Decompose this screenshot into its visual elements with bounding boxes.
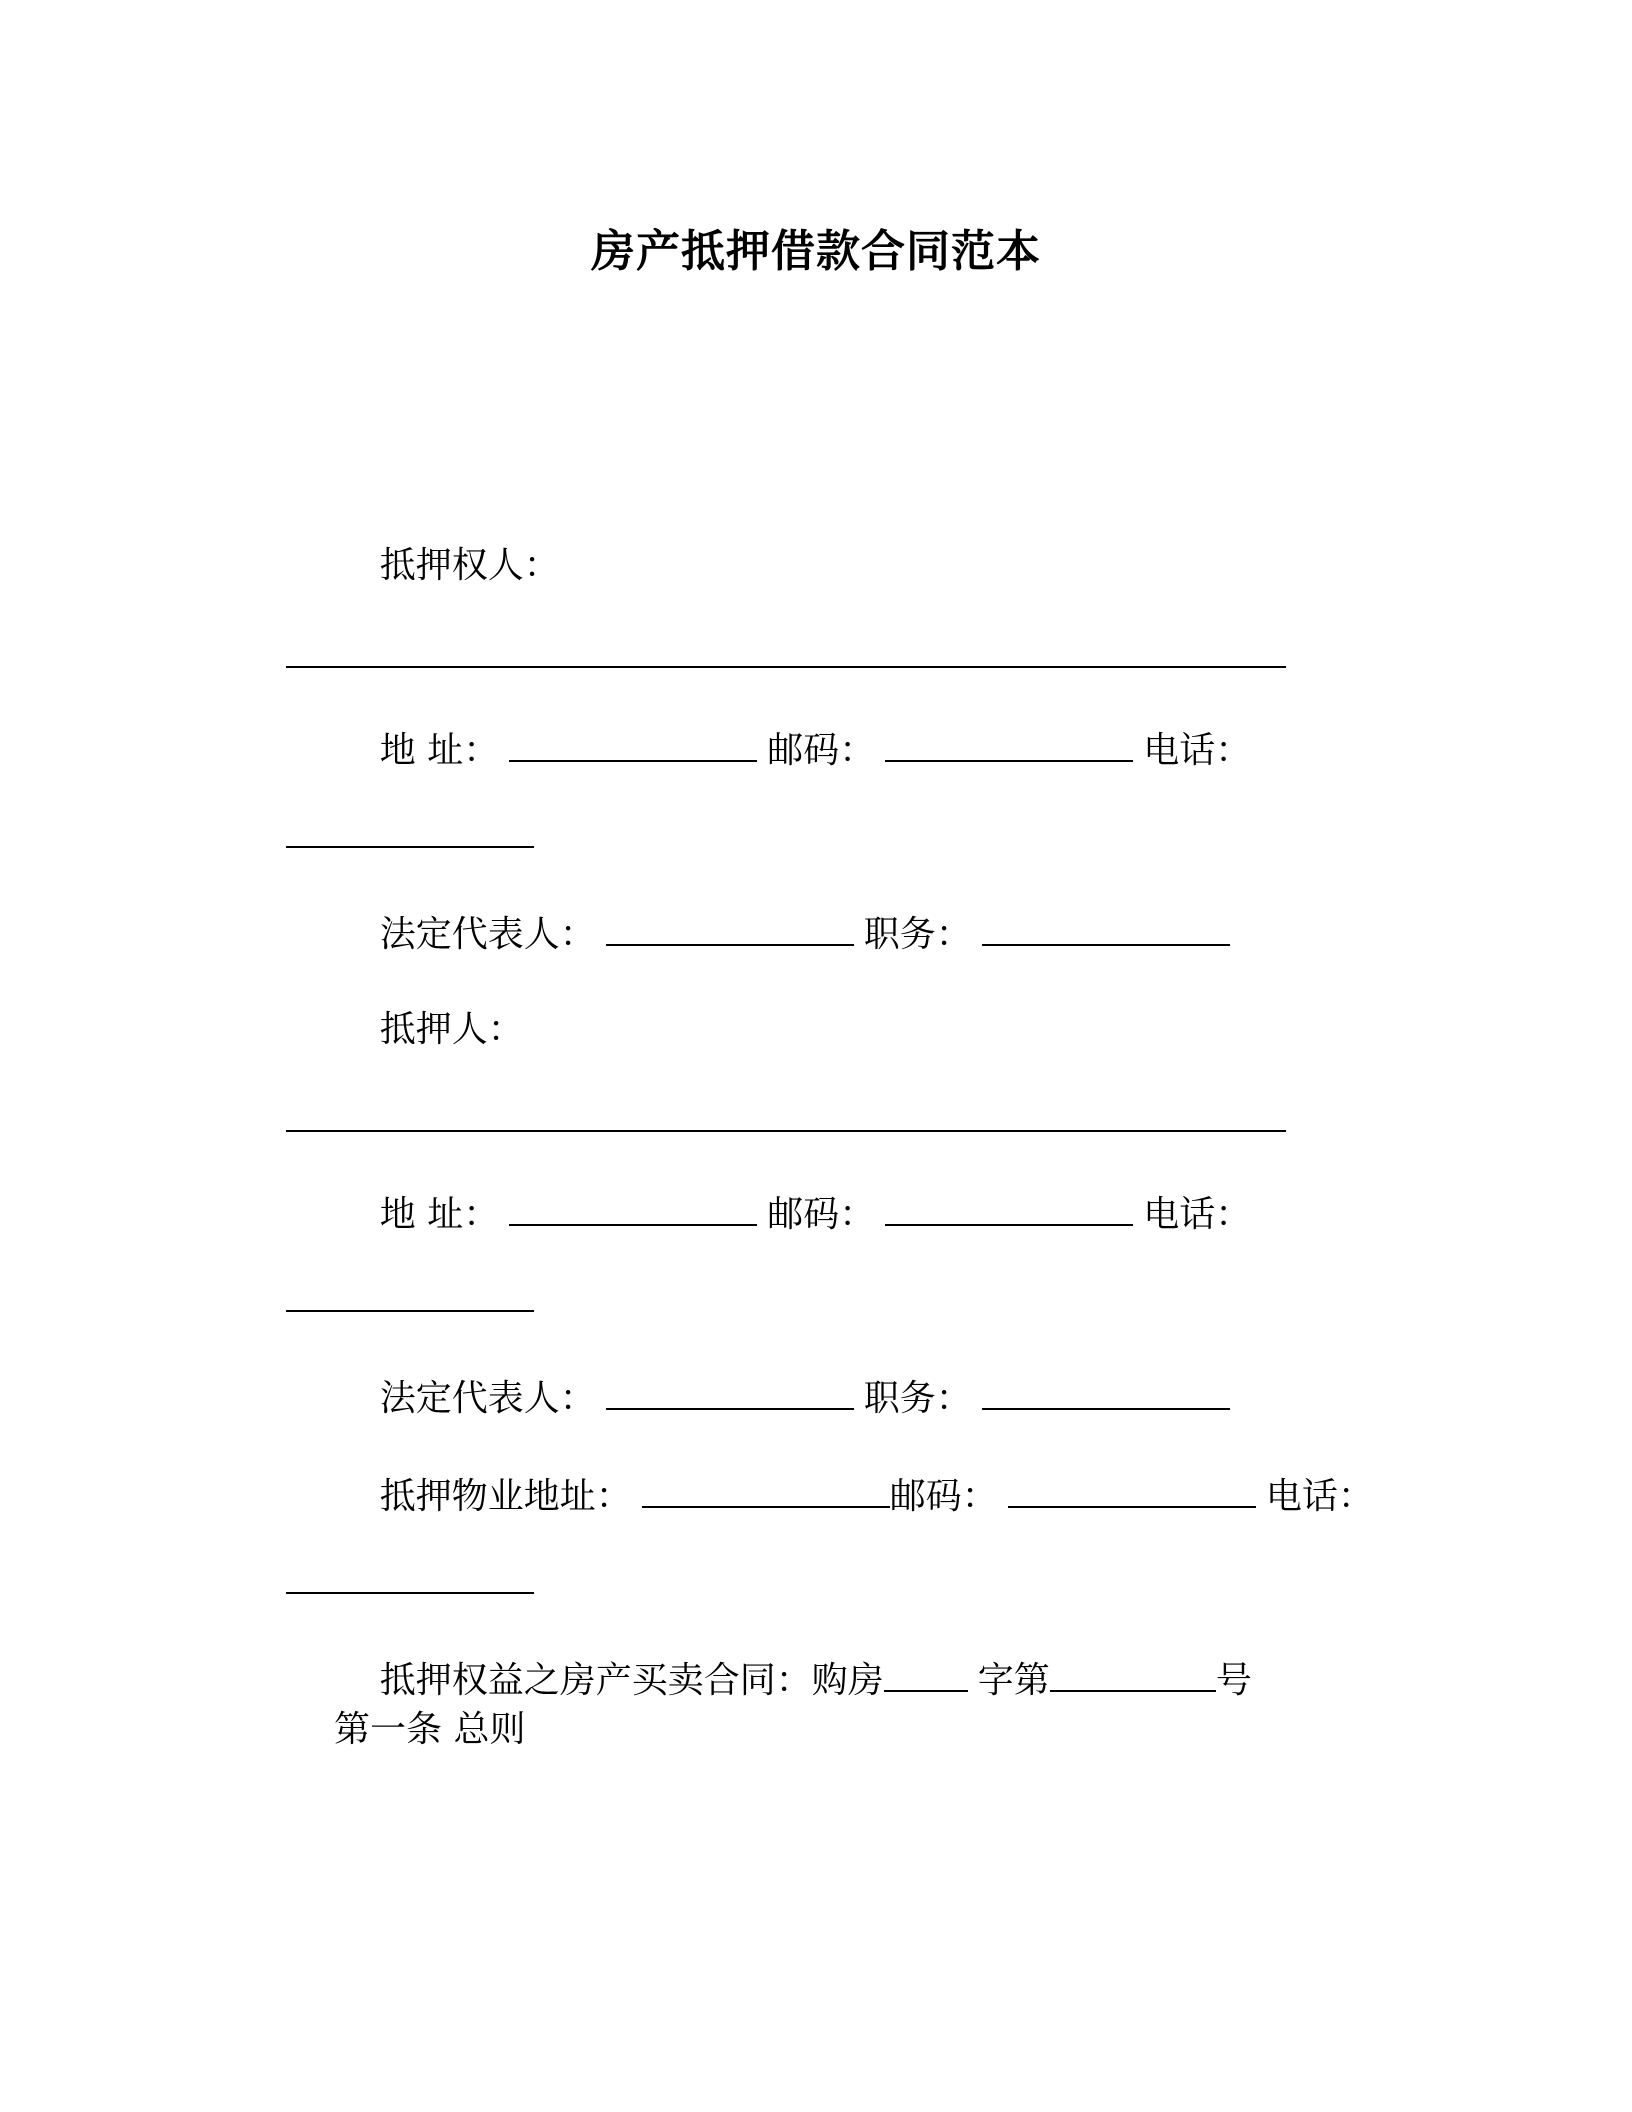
mortgagor-phone-label: 电话： xyxy=(1143,1194,1252,1235)
contract-ref-prefix: 抵押权益之房产买卖合同：购房 xyxy=(379,1660,884,1701)
property-phone-blank[interactable] xyxy=(286,1554,534,1594)
mortgagee-legal-rep-label: 法定代表人： xyxy=(379,914,596,955)
mortgagor-postcode-blank[interactable] xyxy=(885,1186,1133,1226)
mortgagor-address-label: 地 址： xyxy=(379,1194,500,1235)
mortgagee-label: 抵押权人： xyxy=(379,545,560,586)
property-postcode-blank[interactable] xyxy=(1008,1468,1256,1508)
property-address-blank[interactable] xyxy=(642,1468,890,1508)
property-phone-label: 电话： xyxy=(1265,1476,1374,1517)
mortgagor-position-label: 职务： xyxy=(863,1378,972,1419)
mortgagee-postcode-blank[interactable] xyxy=(885,722,1133,762)
mortgagor-address-blank[interactable] xyxy=(509,1186,757,1226)
contract-ref-number-blank[interactable] xyxy=(1050,1652,1216,1692)
mortgagee-phone-blank[interactable] xyxy=(286,808,534,848)
mortgagee-postcode-label: 邮码： xyxy=(767,730,876,771)
mortgagee-name-blank[interactable] xyxy=(286,628,1286,668)
mortgagor-legal-rep-label: 法定代表人： xyxy=(379,1378,596,1419)
mortgagee-position-label: 职务： xyxy=(863,914,972,955)
mortgagor-position-blank[interactable] xyxy=(982,1370,1230,1410)
mortgagor-phone-blank[interactable] xyxy=(286,1272,534,1312)
property-address-label: 抵押物业地址： xyxy=(379,1476,632,1517)
article-1-heading: 第一条 总则 xyxy=(334,1709,526,1750)
contract-ref-suffix: 号 xyxy=(1215,1660,1252,1701)
mortgagee-address-label: 地 址： xyxy=(379,730,500,771)
document-title: 房产抵押借款合同范本 xyxy=(591,226,1041,277)
mortgagee-legal-rep-blank[interactable] xyxy=(606,906,854,946)
mortgagee-position-blank[interactable] xyxy=(982,906,1230,946)
property-postcode-label: 邮码： xyxy=(889,1476,998,1517)
mortgagee-address-blank[interactable] xyxy=(509,722,757,762)
contract-ref-char-blank[interactable] xyxy=(884,1652,968,1692)
mortgagor-label: 抵押人： xyxy=(379,1009,524,1050)
mortgagor-postcode-label: 邮码： xyxy=(767,1194,876,1235)
contract-ref-middle: 字第 xyxy=(977,1660,1050,1701)
mortgagee-phone-label: 电话： xyxy=(1143,730,1252,771)
mortgagor-name-blank[interactable] xyxy=(286,1092,1286,1132)
mortgagor-legal-rep-blank[interactable] xyxy=(606,1370,854,1410)
